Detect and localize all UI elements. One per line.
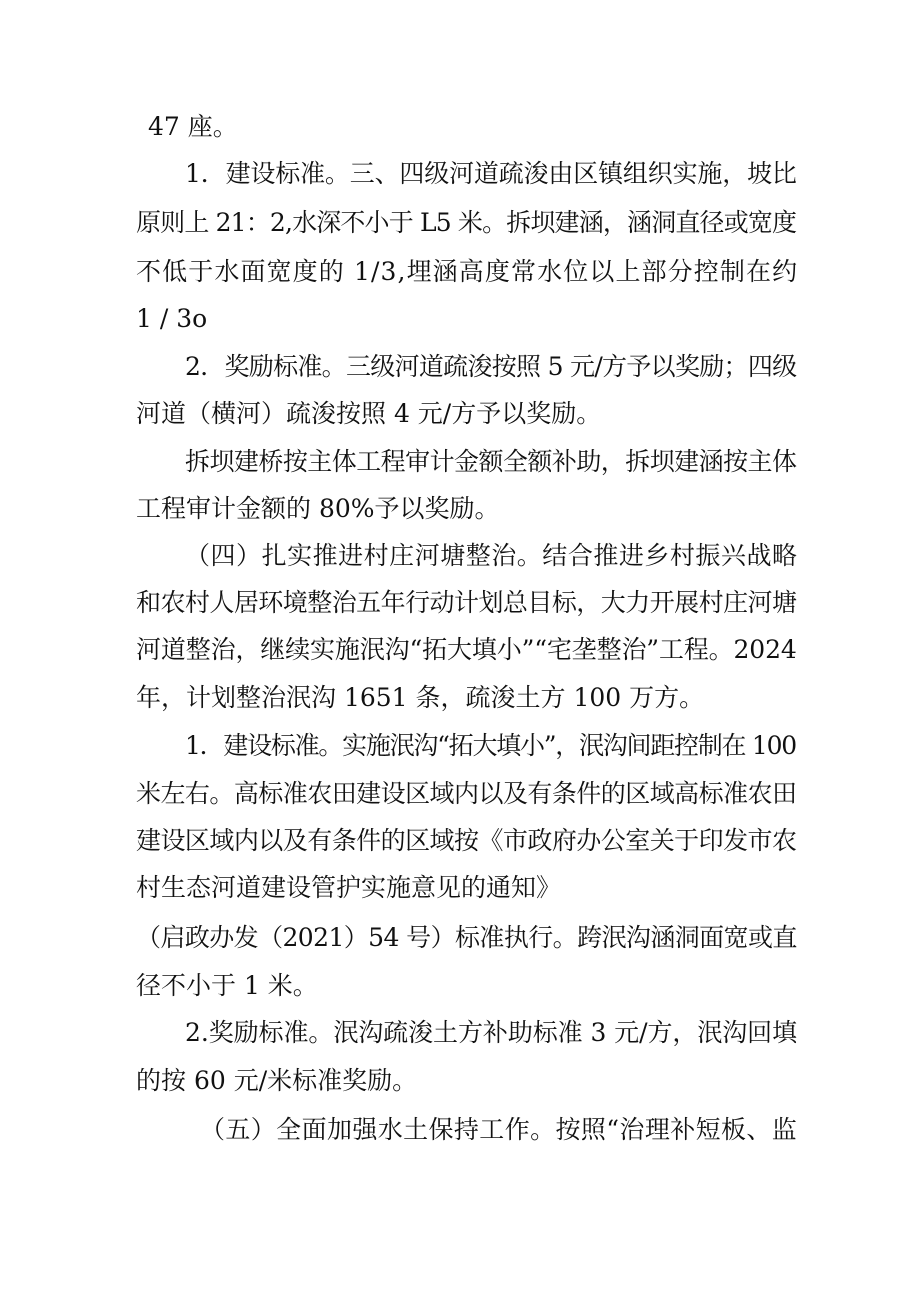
text-line: 河道（横河）疏浚按照 4 元/方予以奖励。 (136, 399, 602, 428)
text-line: 年，计划整治泯沟 1651 条，疏浚土方 100 万方。 (136, 683, 705, 712)
text-line: （四）扎实推进村庄河塘整治。结合推进乡村振兴战略 (185, 541, 798, 570)
text-line: 1．建设标准。实施泯沟“拓大填小”，泯沟间距控制在 100 (185, 731, 796, 760)
text-line: 不低于水面宽度的 1/3,埋涵高度常水位以上部分控制在约 (136, 257, 799, 286)
text-line: 和农村人居环境整治五年行动计划总目标，大力开展村庄河塘 (136, 588, 797, 617)
text-line: 径不小于 1 米。 (136, 971, 318, 1000)
text-line: 2.奖励标准。泯沟疏浚土方补助标准 3 元/方，泯沟回填 (185, 1018, 798, 1047)
text-line: 村生态河道建设管护实施意见的通知》 (136, 873, 562, 902)
text-line: 2．奖励标准。三级河道疏浚按照 5 元/方予以奖励；四级 (185, 352, 797, 381)
text-line: 原则上 21：2,水深不小于 L5 米。拆坝建涵，涵洞直径或宽度 (136, 208, 797, 237)
text-line: 1．建设标准。三、四级河道疏浚由区镇组织实施，坡比 (185, 159, 797, 188)
text-line: 1 / 3o (136, 304, 208, 333)
text-line: 的按 60 元/米标准奖励。 (136, 1066, 418, 1095)
text-line: 河道整治，继续实施泯沟“拓大填小”“宅垄整治”工程。2024 (136, 635, 797, 664)
text-line: （五）全面加强水土保持工作。按照“治理补短板、监 (200, 1115, 798, 1144)
text-line: 拆坝建桥按主体工程审计金额全额补助，拆坝建涵按主体 (185, 447, 797, 476)
text-line: （启政办发（2021）54 号）标准执行。跨泯沟涵洞面宽或直 (136, 923, 797, 952)
text-line: 建设区域内以及有条件的区域按《市政府办公室关于印发市农 (136, 826, 797, 855)
text-line: 工程审计金额的 80%予以奖励。 (136, 494, 500, 523)
text-line: 47 座。 (148, 112, 238, 141)
text-line: 米左右。高标准农田建设区域内以及有条件的区域高标准农田 (136, 779, 797, 808)
